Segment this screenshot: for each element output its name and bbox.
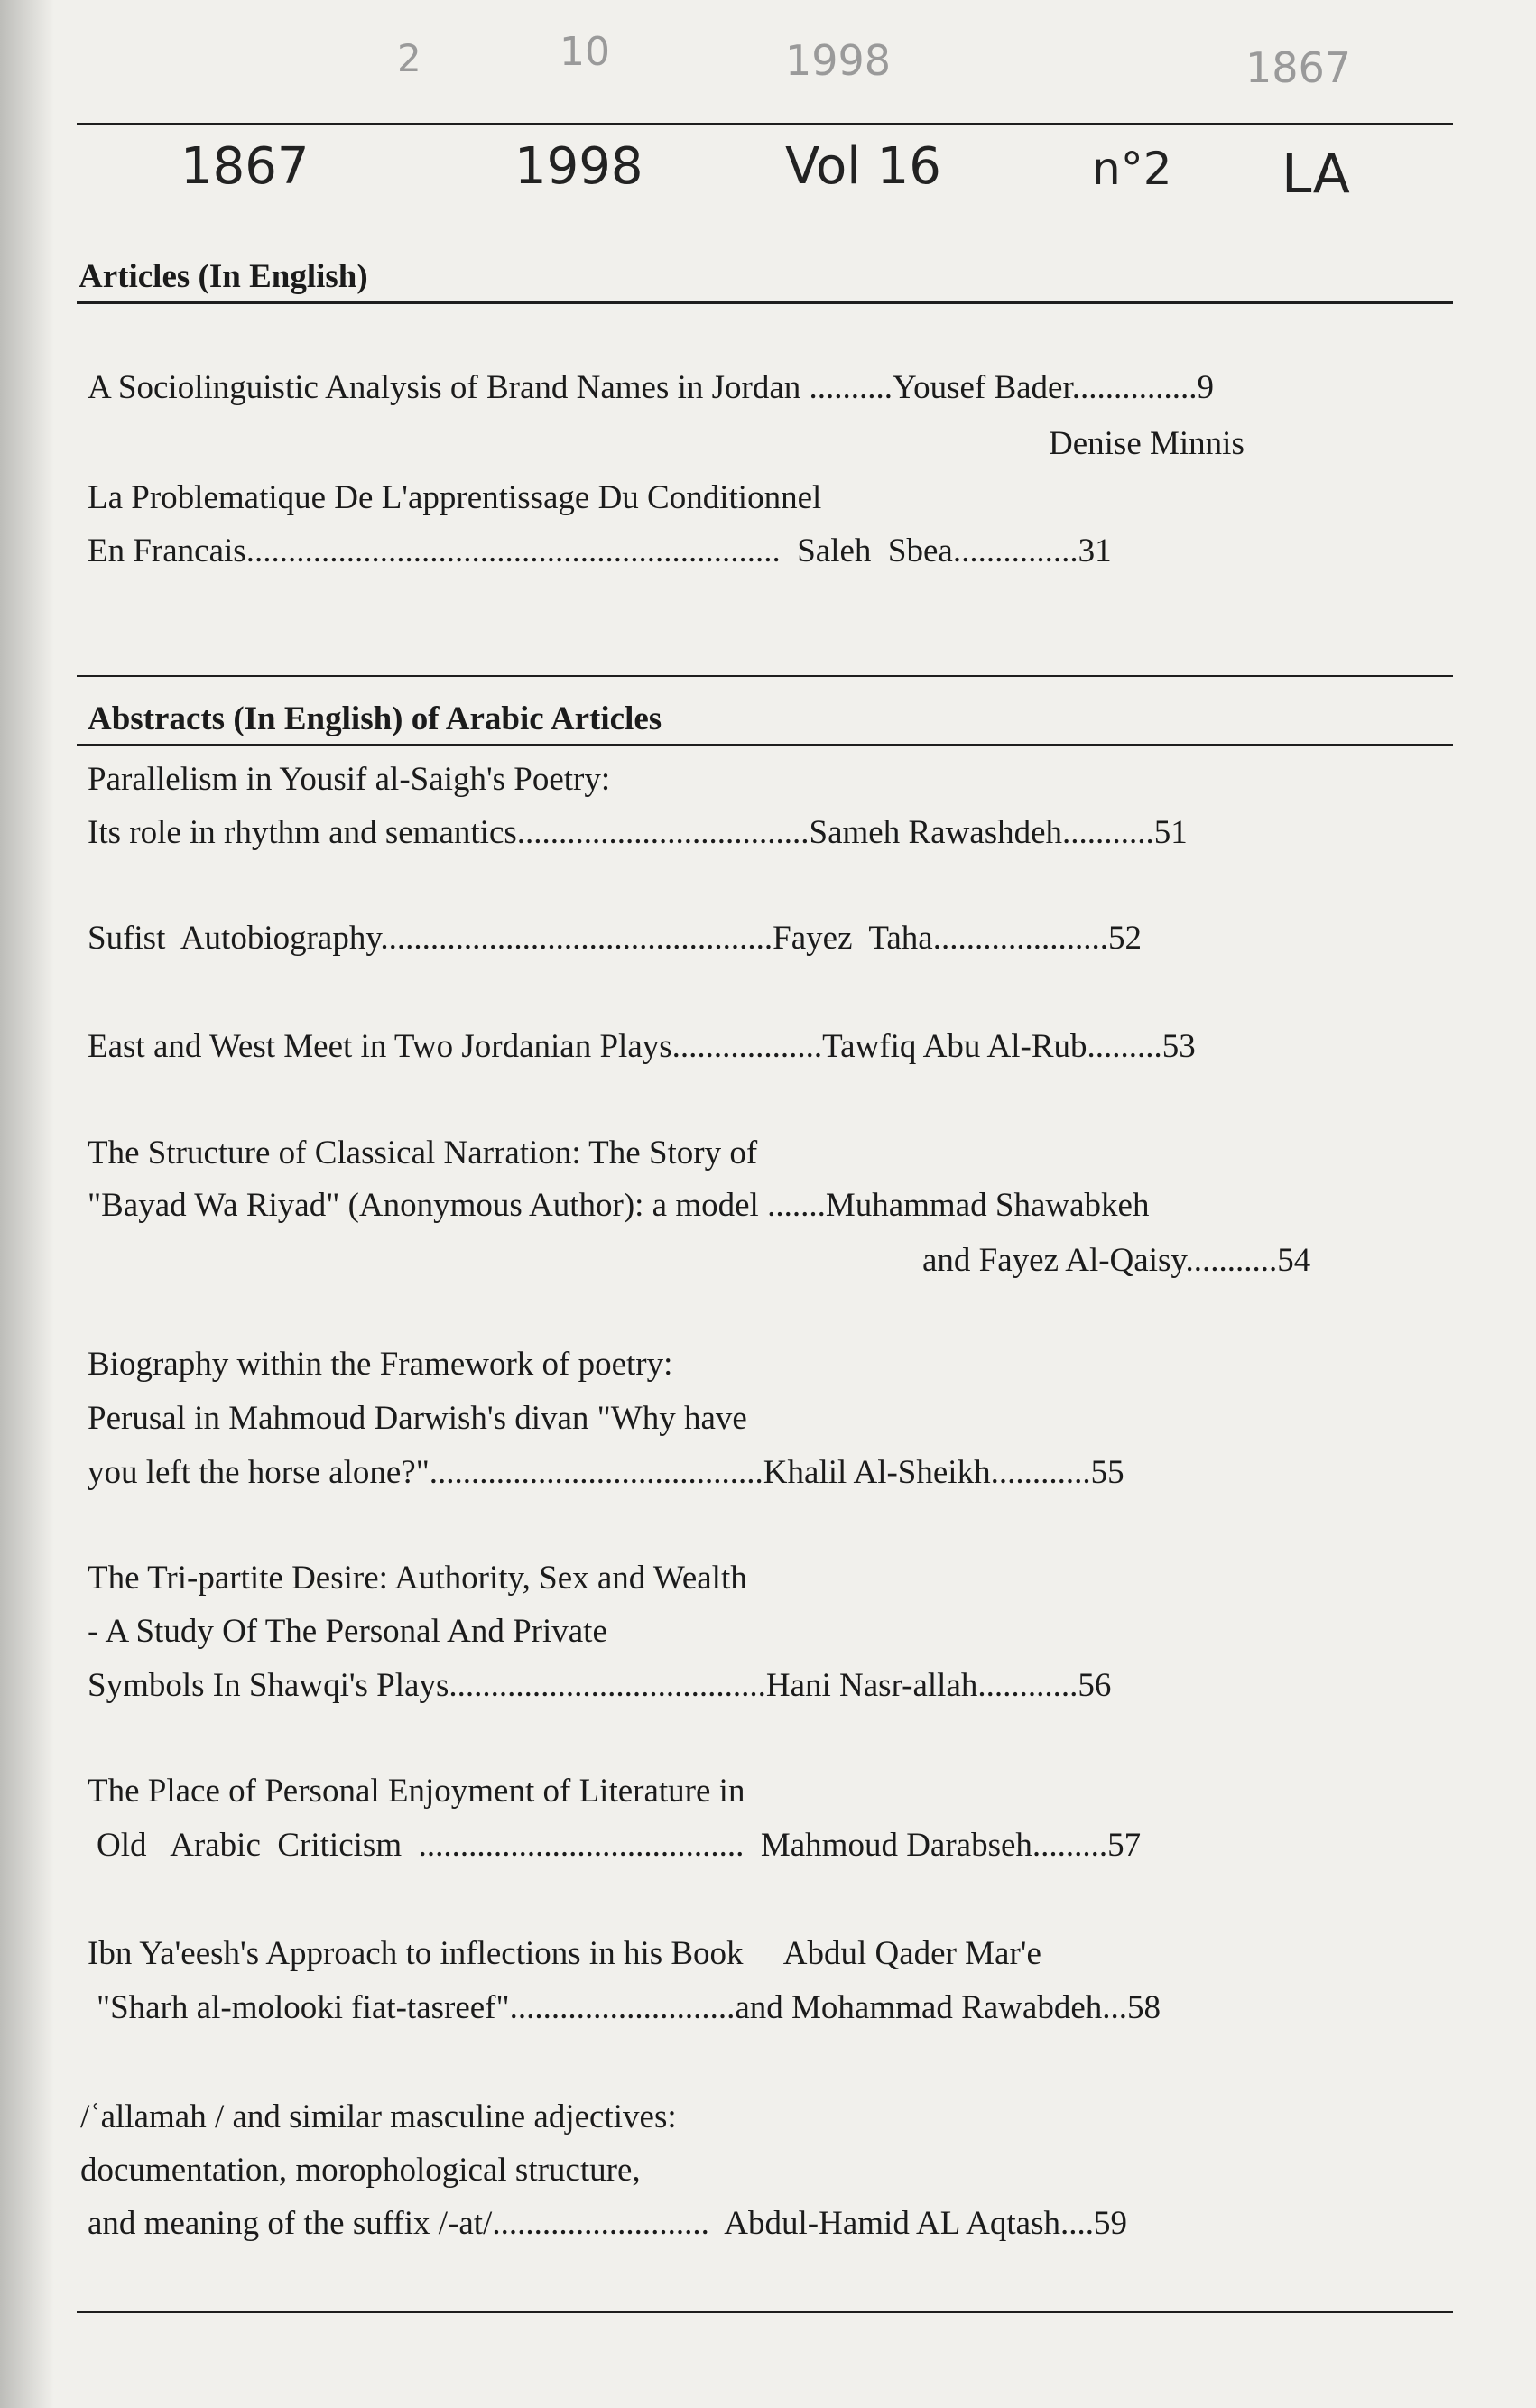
handwritten-volume: Vol 16 — [785, 137, 941, 196]
toc-entry-line: Ibn Ya'eesh's Approach to inflections in his Book Abdul Qader Mar'e — [88, 1935, 1041, 1972]
section-rule-abstracts — [77, 744, 1453, 746]
toc-entry-line: The Structure of Classical Narration: The Story of — [88, 1135, 758, 1172]
toc-entry-line: Sufist Autobiography...............................................Fayez Taha.....................52 — [88, 920, 1142, 957]
toc-entry-line: and meaning of the suffix /-at/.......................... Abdul-Hamid AL Aqtash....59 — [88, 2205, 1128, 2242]
toc-entry-line: you left the horse alone?"........................................Khalil Al-Sheikh............55 — [88, 1454, 1124, 1491]
bottom-rule — [77, 2311, 1453, 2313]
toc-entry-line: "Bayad Wa Riyad" (Anonymous Author): a model .......Muhammad Shawabkeh — [88, 1187, 1150, 1224]
toc-entry-line: A Sociolinguistic Analysis of Brand Names in Jordan ..........Yousef Bader...............9 — [88, 369, 1215, 406]
toc-entry-line: and Fayez Al-Qaisy...........54 — [922, 1242, 1311, 1279]
toc-entry-line: /ʿallamah / and similar masculine adjectives: — [80, 2098, 677, 2135]
section-rule-top-abstracts — [77, 675, 1453, 677]
toc-entry-line: The Tri-partite Desire: Authority, Sex and Wealth — [88, 1560, 747, 1597]
toc-entry-line: "Sharh al-molooki fiat-tasreef"...........................and Mohammad Rawabdeh...58 — [97, 1989, 1161, 2026]
toc-entry-line: Its role in rhythm and semantics...................................Sameh Rawashdeh...........51 — [88, 814, 1188, 851]
toc-entry-line: Perusal in Mahmoud Darwish's divan "Why have — [88, 1400, 747, 1437]
toc-entry-line: Denise Minnis — [1049, 425, 1245, 462]
toc-entry-line: En Francais................................................................ Saleh Sbea...............31 — [88, 533, 1112, 570]
section-rule-articles — [77, 301, 1453, 304]
toc-entry-line: Old Arabic Criticism ....................................... Mahmoud Darabseh.........57 — [97, 1827, 1142, 1864]
handwritten-accession: 1867 — [180, 137, 310, 196]
handwritten-faint-3: 1998 — [785, 36, 892, 85]
section-heading-abstracts: Abstracts (In English) of Arabic Articles — [88, 700, 662, 737]
section-heading-articles: Articles (In English) — [79, 258, 368, 295]
handwritten-year: 1998 — [514, 137, 643, 196]
handwritten-number: n°2 — [1092, 143, 1172, 195]
handwritten-faint-1: 2 — [397, 36, 421, 80]
toc-entry-line: Symbols In Shawqi's Plays......................................Hani Nasr-allah............56 — [88, 1667, 1112, 1704]
top-rule — [77, 123, 1453, 125]
handwritten-faint-4: 1867 — [1245, 43, 1352, 92]
toc-entry-line: The Place of Personal Enjoyment of Literature in — [88, 1773, 745, 1810]
toc-entry-line: East and West Meet in Two Jordanian Plays..................Tawfiq Abu Al-Rub.........53 — [88, 1028, 1196, 1065]
toc-entry-line: Parallelism in Yousif al-Saigh's Poetry: — [88, 761, 611, 798]
toc-entry-line: - A Study Of The Personal And Private — [88, 1613, 607, 1650]
toc-entry-line: Biography within the Framework of poetry: — [88, 1346, 673, 1383]
toc-entry-line: La Problematique De L'apprentissage Du Conditionnel — [88, 479, 822, 516]
handwritten-faint-2: 10 — [560, 29, 610, 75]
page-edge-shadow — [0, 0, 54, 2408]
handwritten-language: LA — [1282, 143, 1350, 206]
toc-entry-line: documentation, morophological structure, — [80, 2152, 641, 2189]
